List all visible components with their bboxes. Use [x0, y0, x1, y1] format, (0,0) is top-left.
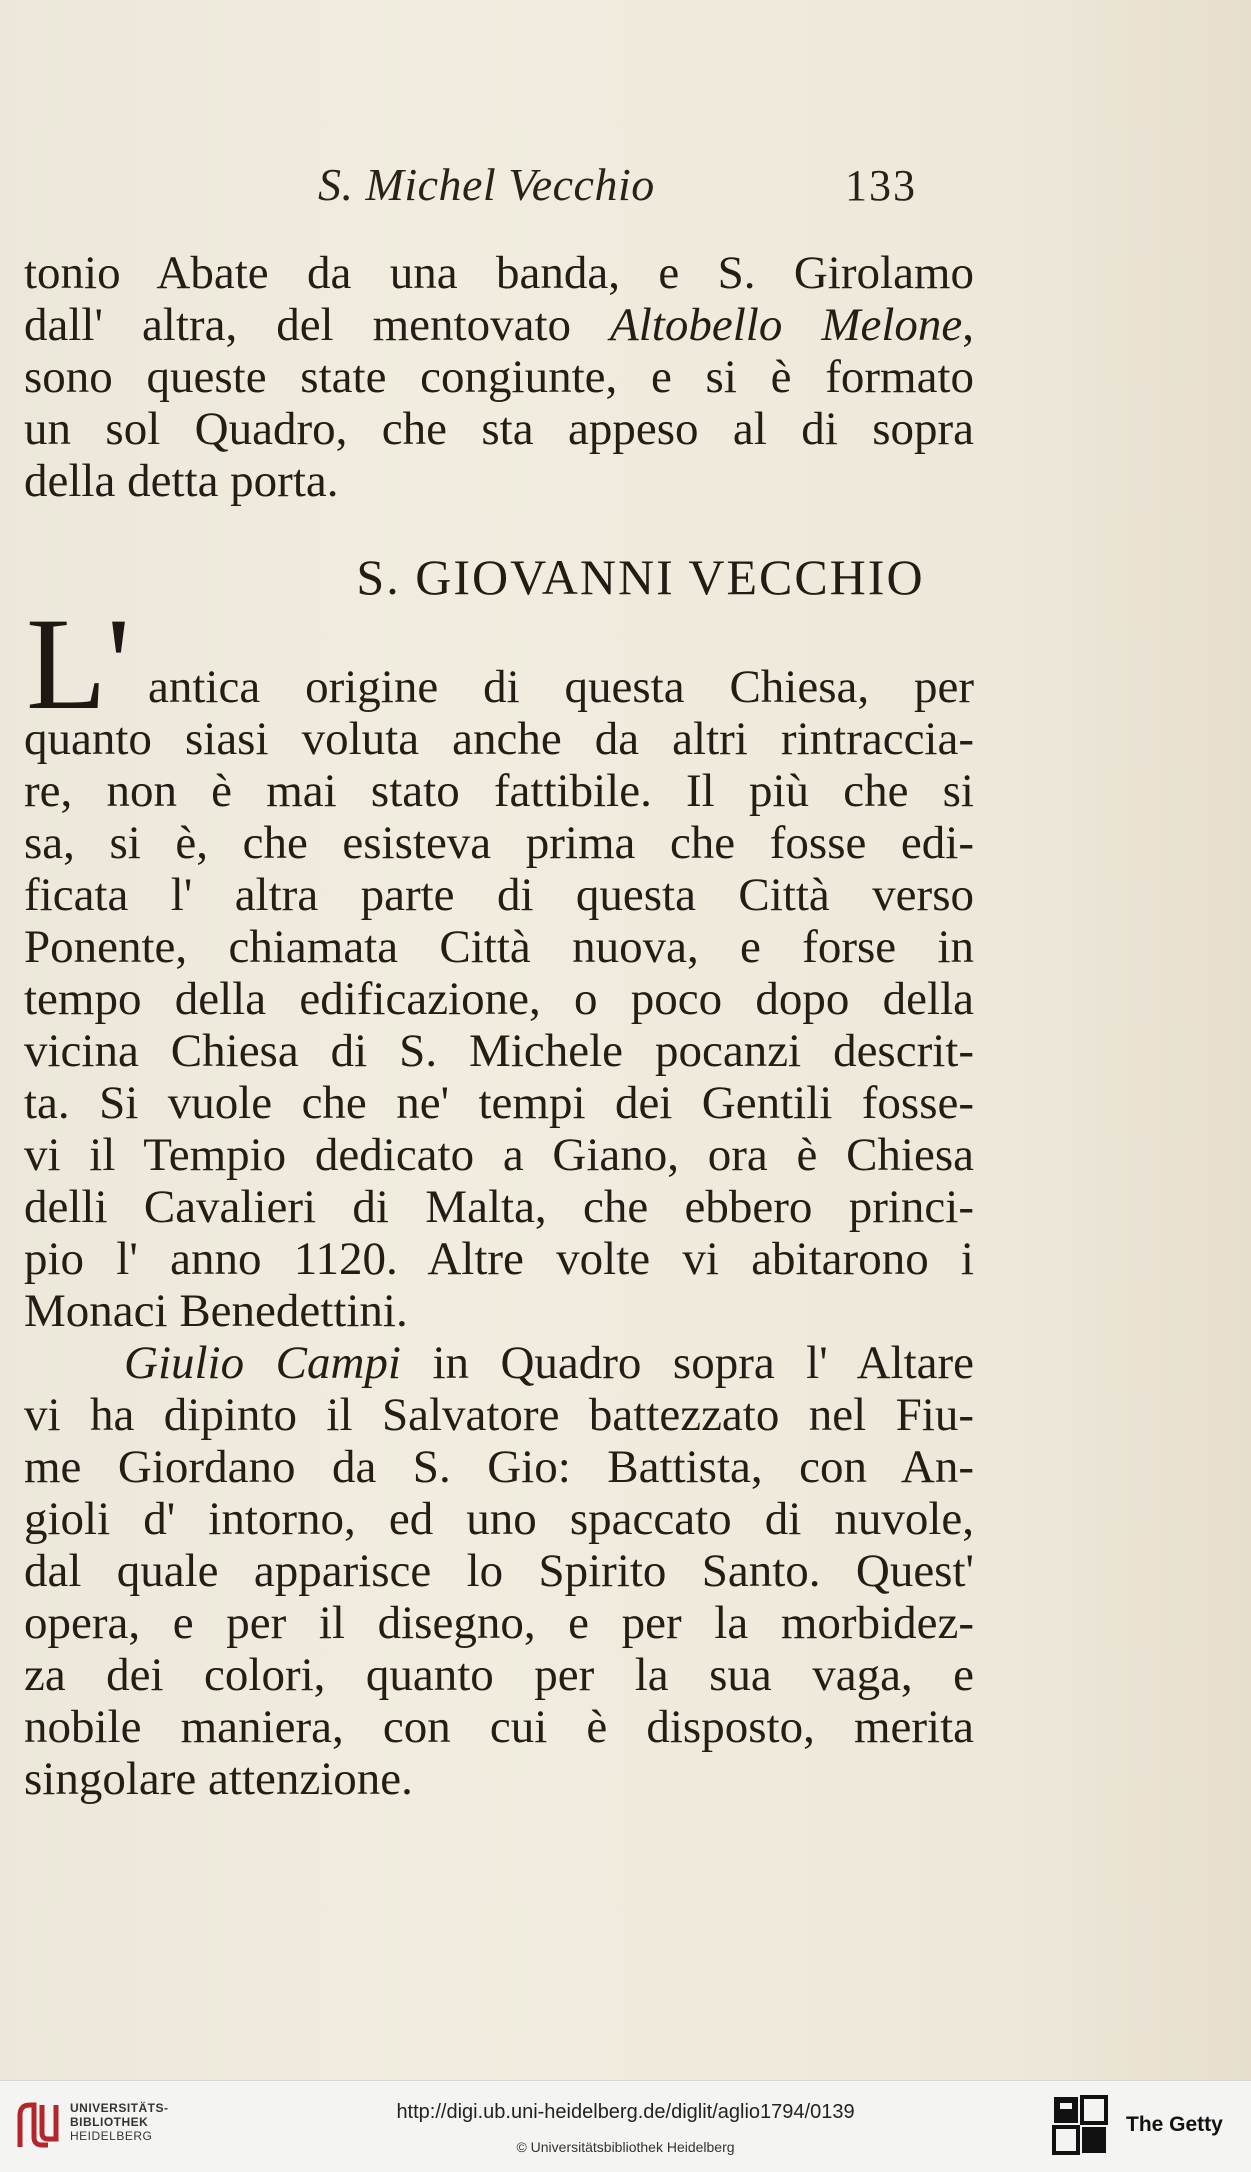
text-line: gioli d' intorno, ed uno spaccato di nuvole, [24, 1493, 974, 1545]
text-line: Monaci Benedettini. [24, 1285, 408, 1337]
text-line: dal quale apparisce lo Spirito Santo. Quest' [24, 1545, 974, 1597]
text-line: delli Cavalieri di Malta, che ebbero princi- [24, 1181, 974, 1233]
section-heading: S. GIOVANNI VECCHIO [356, 549, 925, 605]
text-line: vicina Chiesa di S. Michele pocanzi descrit- [24, 1025, 974, 1077]
text-line: vi il Tempio dedicato a Giano, ora è Chiesa [24, 1129, 974, 1181]
text-line: nobile maniera, con cui è disposto, merita [24, 1701, 974, 1753]
running-title: S. Michel Vecchio [318, 159, 655, 210]
permalink-url[interactable]: http://digi.ub.uni-heidelberg.de/diglit/aglio1794/0139 [396, 2101, 855, 2123]
copyright-notice: © Universitätsbibliothek Heidelberg [516, 2139, 735, 2155]
getty-logo-icon[interactable] [1052, 2095, 1108, 2155]
text-line: tonio Abate da una banda, e S. Girolamo [24, 247, 974, 299]
artist-name: Altobello Melone [610, 299, 963, 351]
text-line: vi ha dipinto il Salvatore battezzato nel Fiu- [24, 1389, 974, 1441]
text-line: ficata l' altra parte di questa Città verso [24, 869, 974, 921]
text-line: Giulio Campi in Quadro sopra l' Altare [124, 1337, 975, 1389]
text-line: dall' altra, del mentovato Altobello Melone, [24, 299, 975, 351]
text-line: della detta porta. [24, 455, 339, 507]
text-line: za dei colori, quanto per la sua vaga, e [24, 1649, 974, 1701]
text-line: antica origine di questa Chiesa, per [148, 661, 974, 713]
text-line: sa, si è, che esisteva prima che fosse edi- [24, 817, 974, 869]
text-line: ta. Si vuole che ne' tempi dei Gentili fosse- [24, 1077, 974, 1129]
text-line: opera, e per il disegno, e per la morbidez- [24, 1597, 974, 1649]
text-line: me Giordano da S. Gio: Battista, con An- [24, 1441, 974, 1493]
text-line: quanto siasi voluta anche da altri rintraccia- [24, 713, 974, 765]
getty-name: The Getty [1126, 2113, 1223, 2136]
text-line: re, non è mai stato fattibile. Il più che si [24, 765, 974, 817]
text-line: sono queste state congiunte, e si è formato [24, 351, 974, 403]
text-line: singolare attenzione. [24, 1753, 413, 1805]
text-line: pio l' anno 1120. Altre volte vi abitarono i [24, 1233, 974, 1285]
artist-name: Giulio Campi [124, 1337, 401, 1389]
text-line: Ponente, chiamata Città nuova, e forse in [24, 921, 974, 973]
viewer-footer [0, 2080, 1251, 2172]
page-header [0, 158, 1251, 218]
drop-capital: L' [26, 590, 131, 737]
page-number: 133 [845, 161, 917, 210]
text-line: un sol Quadro, che sta appeso al di sopra [24, 403, 974, 455]
university-library-name: UNIVERSITÄTS- BIBLIOTHEK HEIDELBERG [70, 2101, 169, 2143]
text-line: tempo della edificazione, o poco dopo della [24, 973, 974, 1025]
